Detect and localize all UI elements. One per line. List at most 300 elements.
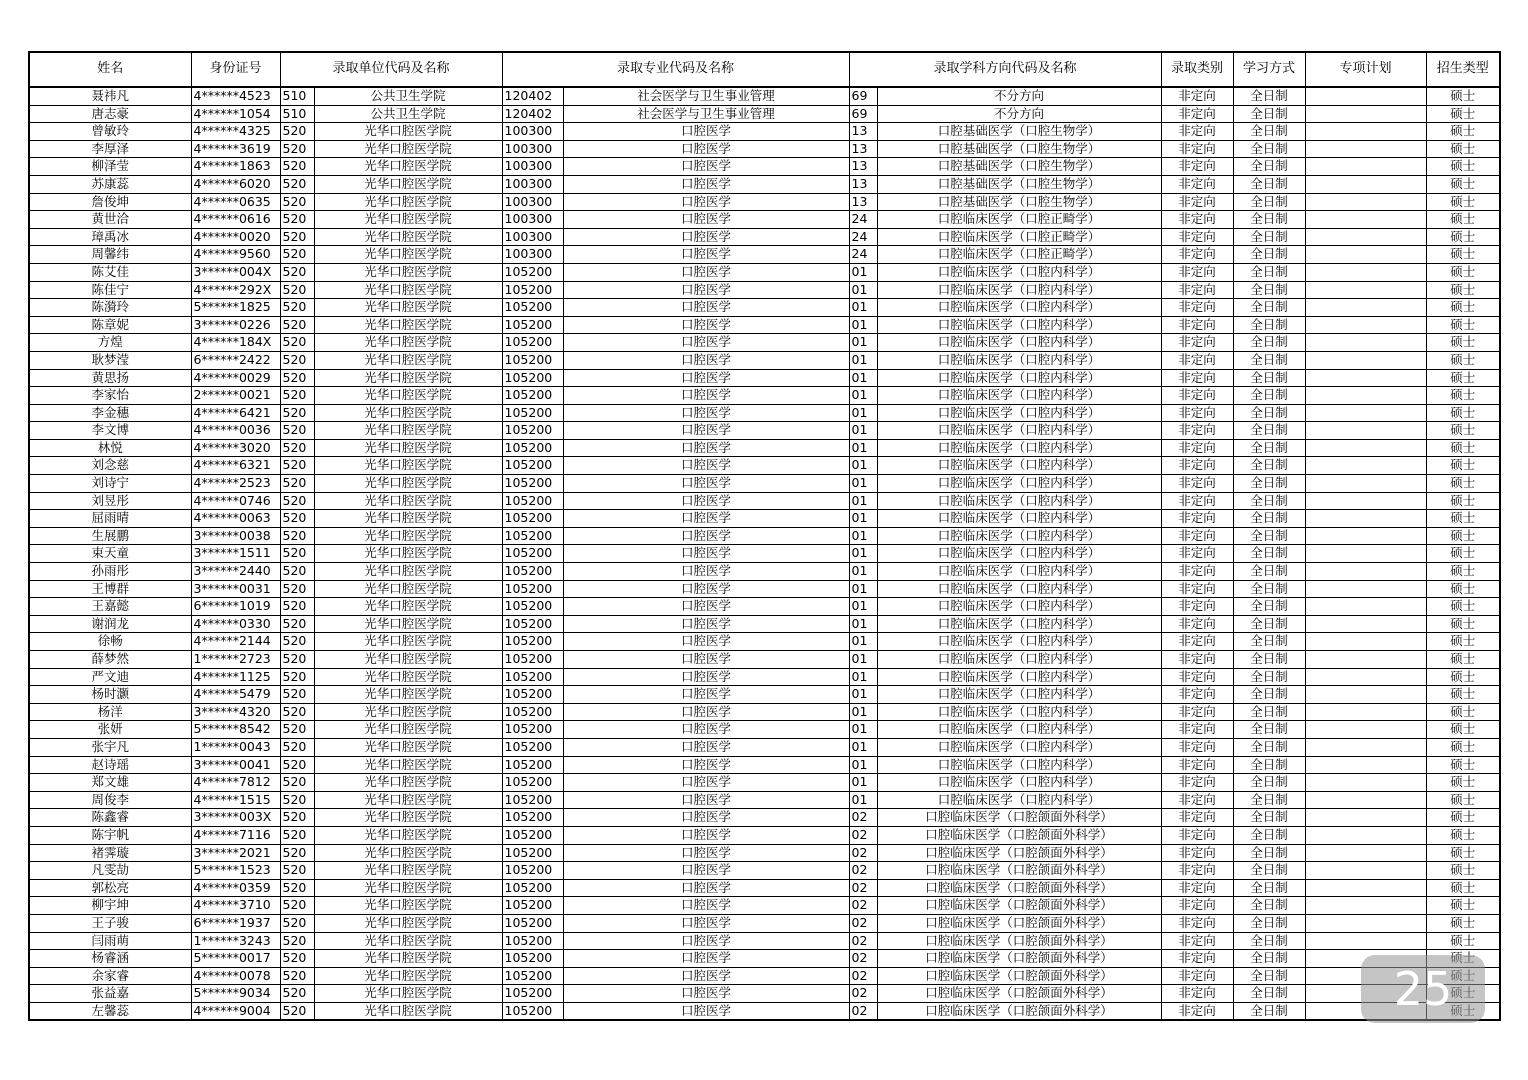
cell-unit-name: 光华口腔医学院 [314,123,502,141]
cell-enroll-type: 硕士 [1426,281,1500,299]
cell-direction-code: 02 [849,967,877,985]
cell-direction-code: 01 [849,334,877,352]
cell-id-number: 4******0063 [191,510,280,528]
cell-unit-code: 520 [280,826,314,844]
cell-unit-code: 520 [280,351,314,369]
cell-study-mode: 全日制 [1233,105,1305,123]
cell-enroll-type: 硕士 [1426,686,1500,704]
cell-category: 非定向 [1161,580,1233,598]
cell-major-code: 105200 [502,809,563,827]
cell-enroll-type: 硕士 [1426,791,1500,809]
cell-study-mode: 全日制 [1233,545,1305,563]
cell-special-plan [1305,404,1426,422]
cell-name: 赵诗瑶 [29,756,191,774]
cell-id-number: 6******1937 [191,914,280,932]
cell-direction-name: 口腔临床医学（口腔内科学） [877,563,1161,581]
cell-name: 方煌 [29,334,191,352]
cell-unit-name: 光华口腔医学院 [314,387,502,405]
cell-id-number: 4******0635 [191,193,280,211]
table-row [29,844,1500,862]
cell-study-mode: 全日制 [1233,351,1305,369]
cell-enroll-type: 硕士 [1426,193,1500,211]
cell-direction-name: 口腔临床医学（口腔颌面外科学） [877,1002,1161,1020]
table-row [29,492,1500,510]
cell-special-plan [1305,563,1426,581]
table-row [29,1002,1500,1020]
cell-unit-code: 520 [280,228,314,246]
cell-major-name: 口腔医学 [563,404,849,422]
cell-study-mode: 全日制 [1233,211,1305,229]
cell-name: 王嘉懿 [29,598,191,616]
cell-category: 非定向 [1161,281,1233,299]
cell-unit-code: 520 [280,862,314,880]
cell-study-mode: 全日制 [1233,123,1305,141]
cell-major-name: 口腔医学 [563,369,849,387]
cell-major-name: 口腔医学 [563,563,849,581]
cell-study-mode: 全日制 [1233,475,1305,493]
table-row [29,527,1500,545]
cell-name: 王博群 [29,580,191,598]
cell-direction-code: 13 [849,140,877,158]
cell-direction-name: 口腔基础医学（口腔生物学） [877,140,1161,158]
cell-unit-name: 光华口腔医学院 [314,351,502,369]
table-row [29,123,1500,141]
cell-major-code: 105200 [502,703,563,721]
cell-direction-name: 口腔临床医学（口腔内科学） [877,598,1161,616]
cell-special-plan [1305,475,1426,493]
table-row [29,87,1500,105]
cell-major-name: 口腔医学 [563,475,849,493]
cell-name: 刘昱彤 [29,492,191,510]
cell-study-mode: 全日制 [1233,228,1305,246]
cell-study-mode: 全日制 [1233,844,1305,862]
cell-enroll-type: 硕士 [1426,615,1500,633]
cell-name: 郑文雄 [29,774,191,792]
cell-special-plan [1305,492,1426,510]
cell-study-mode: 全日制 [1233,985,1305,1003]
cell-direction-code: 01 [849,668,877,686]
header-study-mode: 学习方式 [1233,52,1305,87]
cell-major-code: 105200 [502,738,563,756]
cell-id-number: 4******6421 [191,404,280,422]
cell-direction-name: 口腔临床医学（口腔内科学） [877,615,1161,633]
cell-enroll-type: 硕士 [1426,334,1500,352]
cell-major-name: 口腔医学 [563,334,849,352]
cell-name: 苏康蕊 [29,175,191,193]
cell-name: 杨睿涵 [29,950,191,968]
cell-special-plan [1305,246,1426,264]
table-row [29,914,1500,932]
cell-major-name: 口腔医学 [563,457,849,475]
cell-major-code: 105200 [502,475,563,493]
cell-enroll-type: 硕士 [1426,158,1500,176]
cell-name: 柳宇坤 [29,897,191,915]
cell-name: 曾敏玲 [29,123,191,141]
cell-enroll-type: 硕士 [1426,826,1500,844]
cell-special-plan [1305,140,1426,158]
cell-direction-name: 口腔临床医学（口腔颌面外科学） [877,809,1161,827]
cell-unit-name: 光华口腔医学院 [314,246,502,264]
cell-study-mode: 全日制 [1233,738,1305,756]
cell-unit-name: 光华口腔医学院 [314,211,502,229]
cell-study-mode: 全日制 [1233,387,1305,405]
cell-name: 张宇凡 [29,738,191,756]
cell-name: 生展鹏 [29,527,191,545]
cell-category: 非定向 [1161,246,1233,264]
cell-direction-name: 口腔临床医学（口腔颌面外科学） [877,932,1161,950]
cell-study-mode: 全日制 [1233,299,1305,317]
cell-id-number: 3******004X [191,263,280,281]
cell-study-mode: 全日制 [1233,580,1305,598]
cell-direction-code: 02 [849,826,877,844]
cell-major-name: 口腔医学 [563,668,849,686]
cell-direction-code: 01 [849,721,877,739]
table-row [29,422,1500,440]
cell-unit-name: 光华口腔医学院 [314,985,502,1003]
cell-special-plan [1305,879,1426,897]
cell-major-name: 口腔医学 [563,774,849,792]
cell-study-mode: 全日制 [1233,703,1305,721]
cell-direction-code: 01 [849,633,877,651]
cell-category: 非定向 [1161,87,1233,105]
cell-enroll-type: 硕士 [1426,404,1500,422]
cell-category: 非定向 [1161,369,1233,387]
cell-name: 聂祎凡 [29,87,191,105]
cell-name: 左馨蕊 [29,1002,191,1020]
cell-enroll-type: 硕士 [1426,87,1500,105]
cell-special-plan [1305,211,1426,229]
cell-direction-name: 口腔临床医学（口腔内科学） [877,703,1161,721]
cell-study-mode: 全日制 [1233,879,1305,897]
table-row [29,826,1500,844]
cell-enroll-type: 硕士 [1426,105,1500,123]
cell-special-plan [1305,439,1426,457]
cell-unit-name: 光华口腔医学院 [314,756,502,774]
cell-major-code: 105200 [502,967,563,985]
cell-direction-name: 口腔临床医学（口腔内科学） [877,334,1161,352]
cell-direction-name: 不分方向 [877,87,1161,105]
cell-special-plan [1305,633,1426,651]
cell-id-number: 4******7812 [191,774,280,792]
cell-direction-code: 01 [849,580,877,598]
cell-id-number: 4******4523 [191,87,280,105]
cell-unit-name: 光华口腔医学院 [314,826,502,844]
cell-enroll-type: 硕士 [1426,563,1500,581]
cell-major-name: 社会医学与卫生事业管理 [563,105,849,123]
cell-direction-name: 口腔临床医学（口腔内科学） [877,299,1161,317]
table-row [29,703,1500,721]
cell-special-plan [1305,105,1426,123]
cell-study-mode: 全日制 [1233,809,1305,827]
cell-unit-code: 510 [280,87,314,105]
cell-id-number: 4******1125 [191,668,280,686]
cell-special-plan [1305,932,1426,950]
cell-enroll-type: 硕士 [1426,510,1500,528]
cell-category: 非定向 [1161,123,1233,141]
cell-category: 非定向 [1161,175,1233,193]
cell-unit-code: 520 [280,527,314,545]
cell-study-mode: 全日制 [1233,281,1305,299]
cell-direction-code: 24 [849,228,877,246]
cell-name: 孙雨彤 [29,563,191,581]
cell-direction-name: 口腔临床医学（口腔内科学） [877,387,1161,405]
cell-direction-name: 口腔临床医学（口腔正畸学） [877,228,1161,246]
cell-study-mode: 全日制 [1233,439,1305,457]
cell-special-plan [1305,721,1426,739]
cell-id-number: 4******0359 [191,879,280,897]
cell-category: 非定向 [1161,510,1233,528]
cell-study-mode: 全日制 [1233,668,1305,686]
cell-unit-name: 公共卫生学院 [314,105,502,123]
cell-category: 非定向 [1161,686,1233,704]
cell-unit-name: 光华口腔医学院 [314,475,502,493]
table-row [29,246,1500,264]
cell-category: 非定向 [1161,105,1233,123]
table-row [29,457,1500,475]
cell-major-name: 口腔医学 [563,158,849,176]
cell-id-number: 5******8542 [191,721,280,739]
cell-direction-name: 口腔临床医学（口腔内科学） [877,510,1161,528]
cell-special-plan [1305,193,1426,211]
cell-enroll-type: 硕士 [1426,914,1500,932]
cell-id-number: 4******1863 [191,158,280,176]
cell-direction-code: 01 [849,791,877,809]
cell-name: 李厚泽 [29,140,191,158]
cell-name: 杨洋 [29,703,191,721]
cell-major-code: 100300 [502,123,563,141]
cell-unit-name: 光华口腔医学院 [314,527,502,545]
table-row [29,879,1500,897]
header-major: 录取专业代码及名称 [502,52,849,87]
cell-category: 非定向 [1161,193,1233,211]
cell-direction-code: 02 [849,1002,877,1020]
table-row [29,351,1500,369]
cell-study-mode: 全日制 [1233,316,1305,334]
cell-id-number: 4******5479 [191,686,280,704]
cell-major-name: 口腔医学 [563,510,849,528]
cell-major-code: 105200 [502,633,563,651]
table-row [29,545,1500,563]
cell-study-mode: 全日制 [1233,826,1305,844]
cell-major-name: 口腔医学 [563,422,849,440]
cell-major-name: 口腔医学 [563,246,849,264]
cell-id-number: 6******1019 [191,598,280,616]
cell-major-name: 口腔医学 [563,545,849,563]
cell-id-number: 4******6020 [191,175,280,193]
cell-enroll-type: 硕士 [1426,721,1500,739]
cell-special-plan [1305,510,1426,528]
cell-unit-code: 520 [280,369,314,387]
cell-name: 璋禹冰 [29,228,191,246]
cell-category: 非定向 [1161,651,1233,669]
cell-study-mode: 全日制 [1233,193,1305,211]
cell-study-mode: 全日制 [1233,334,1305,352]
table-row [29,140,1500,158]
cell-special-plan [1305,351,1426,369]
cell-unit-code: 520 [280,756,314,774]
cell-major-code: 105200 [502,1002,563,1020]
table-row [29,791,1500,809]
cell-major-code: 100300 [502,175,563,193]
cell-name: 周馨纬 [29,246,191,264]
cell-major-code: 105200 [502,914,563,932]
cell-name: 王子骏 [29,914,191,932]
cell-enroll-type: 硕士 [1426,633,1500,651]
table-body [29,87,1500,1020]
cell-enroll-type: 硕士 [1426,527,1500,545]
cell-unit-name: 光华口腔医学院 [314,369,502,387]
cell-enroll-type: 硕士 [1426,228,1500,246]
cell-enroll-type: 硕士 [1426,668,1500,686]
cell-unit-code: 520 [280,879,314,897]
cell-id-number: 1******0043 [191,738,280,756]
cell-special-plan [1305,387,1426,405]
cell-direction-code: 01 [849,651,877,669]
cell-direction-code: 02 [849,950,877,968]
cell-direction-name: 口腔临床医学（口腔颌面外科学） [877,985,1161,1003]
cell-major-name: 口腔医学 [563,651,849,669]
cell-special-plan [1305,844,1426,862]
table-row [29,950,1500,968]
header-enroll-type: 招生类型 [1426,52,1500,87]
cell-unit-code: 520 [280,844,314,862]
table-row [29,211,1500,229]
cell-direction-name: 口腔临床医学（口腔内科学） [877,369,1161,387]
cell-major-code: 105200 [502,351,563,369]
cell-enroll-type: 硕士 [1426,475,1500,493]
cell-unit-code: 520 [280,316,314,334]
cell-major-code: 100300 [502,193,563,211]
cell-id-number: 1******3243 [191,932,280,950]
cell-study-mode: 全日制 [1233,175,1305,193]
cell-direction-code: 01 [849,703,877,721]
cell-special-plan [1305,774,1426,792]
cell-name: 严文迪 [29,668,191,686]
cell-study-mode: 全日制 [1233,756,1305,774]
cell-id-number: 3******0041 [191,756,280,774]
cell-major-code: 105200 [502,439,563,457]
cell-direction-code: 01 [849,527,877,545]
cell-study-mode: 全日制 [1233,932,1305,950]
cell-direction-code: 01 [849,492,877,510]
cell-major-code: 105200 [502,334,563,352]
table-row [29,721,1500,739]
cell-major-name: 社会医学与卫生事业管理 [563,87,849,105]
cell-major-code: 105200 [502,263,563,281]
cell-major-code: 105200 [502,756,563,774]
cell-major-name: 口腔医学 [563,211,849,229]
cell-category: 非定向 [1161,228,1233,246]
cell-major-name: 口腔医学 [563,791,849,809]
cell-direction-code: 13 [849,193,877,211]
cell-special-plan [1305,668,1426,686]
cell-name: 谢润龙 [29,615,191,633]
cell-major-name: 口腔医学 [563,756,849,774]
cell-name: 余家睿 [29,967,191,985]
cell-id-number: 4******0020 [191,228,280,246]
header-category: 录取类别 [1161,52,1233,87]
cell-category: 非定向 [1161,862,1233,880]
cell-direction-code: 01 [849,369,877,387]
cell-major-code: 105200 [502,791,563,809]
cell-id-number: 5******1523 [191,862,280,880]
cell-id-number: 3******0038 [191,527,280,545]
cell-enroll-type: 硕士 [1426,844,1500,862]
cell-direction-code: 02 [849,985,877,1003]
cell-direction-name: 口腔临床医学（口腔内科学） [877,651,1161,669]
cell-direction-name: 口腔临床医学（口腔内科学） [877,686,1161,704]
cell-id-number: 4******0078 [191,967,280,985]
cell-unit-code: 520 [280,967,314,985]
cell-unit-code: 520 [280,932,314,950]
cell-major-code: 105200 [502,844,563,862]
cell-study-mode: 全日制 [1233,897,1305,915]
cell-major-code: 105200 [502,422,563,440]
table-row [29,510,1500,528]
cell-direction-name: 口腔临床医学（口腔内科学） [877,439,1161,457]
cell-enroll-type: 硕士 [1426,809,1500,827]
cell-unit-code: 520 [280,580,314,598]
header-row [29,52,1500,87]
cell-category: 非定向 [1161,774,1233,792]
cell-unit-name: 光华口腔医学院 [314,897,502,915]
cell-special-plan [1305,809,1426,827]
cell-id-number: 4******0029 [191,369,280,387]
cell-special-plan [1305,123,1426,141]
cell-direction-name: 口腔临床医学（口腔内科学） [877,263,1161,281]
cell-direction-name: 口腔临床医学（口腔内科学） [877,545,1161,563]
page-number-badge: 25 [1361,955,1485,1023]
cell-direction-code: 24 [849,211,877,229]
cell-id-number: 1******2723 [191,651,280,669]
cell-special-plan [1305,457,1426,475]
cell-enroll-type: 硕士 [1426,316,1500,334]
cell-unit-name: 光华口腔医学院 [314,914,502,932]
cell-direction-code: 02 [849,914,877,932]
cell-category: 非定向 [1161,211,1233,229]
cell-major-name: 口腔医学 [563,985,849,1003]
cell-name: 束天童 [29,545,191,563]
cell-major-name: 口腔医学 [563,932,849,950]
cell-direction-code: 01 [849,510,877,528]
cell-major-code: 105200 [502,598,563,616]
cell-id-number: 4******3710 [191,897,280,915]
cell-direction-name: 口腔临床医学（口腔内科学） [877,774,1161,792]
cell-category: 非定向 [1161,967,1233,985]
cell-category: 非定向 [1161,316,1233,334]
cell-direction-name: 口腔临床医学（口腔内科学） [877,668,1161,686]
cell-direction-name: 口腔临床医学（口腔颌面外科学） [877,826,1161,844]
cell-major-code: 100300 [502,246,563,264]
cell-study-mode: 全日制 [1233,527,1305,545]
cell-category: 非定向 [1161,703,1233,721]
cell-unit-code: 520 [280,158,314,176]
cell-id-number: 6******2422 [191,351,280,369]
cell-direction-name: 口腔基础医学（口腔生物学） [877,193,1161,211]
cell-unit-code: 520 [280,633,314,651]
cell-major-name: 口腔医学 [563,967,849,985]
table-row [29,738,1500,756]
cell-category: 非定向 [1161,598,1233,616]
cell-unit-code: 520 [280,897,314,915]
table-row [29,387,1500,405]
cell-direction-code: 02 [849,809,877,827]
cell-id-number: 5******9034 [191,985,280,1003]
cell-category: 非定向 [1161,950,1233,968]
cell-special-plan [1305,316,1426,334]
cell-id-number: 3******4320 [191,703,280,721]
cell-major-name: 口腔医学 [563,439,849,457]
